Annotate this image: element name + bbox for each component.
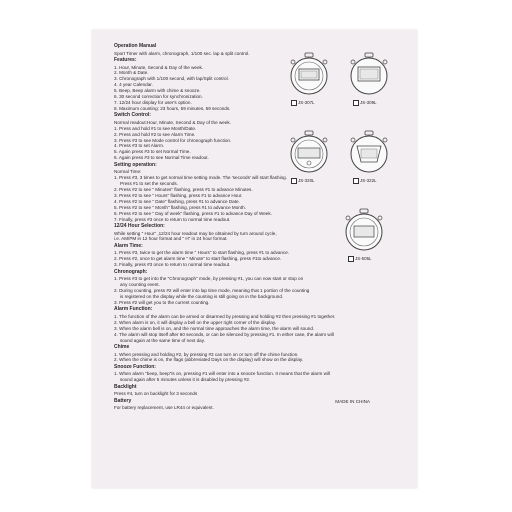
model-label-309l: JS-309L xyxy=(353,100,376,106)
chronograph-section xyxy=(114,270,414,306)
battery-section xyxy=(114,399,414,411)
alarm-time-heading: Alarm Time: xyxy=(114,242,143,249)
chime-item: 2. When the chime is on, the flags (abbreviated Days on the display) will show on the display. xyxy=(114,357,304,363)
checkbox-icon xyxy=(291,178,297,184)
chronograph-item: 2. During counting, press #2 will enter into lap time mode, meaning that 1 portion of the counting xyxy=(114,288,310,294)
hour-selection-line: i.e. AM/PM in 12 hour format and " H" in 24 hour format. xyxy=(114,236,228,242)
chime-heading: Chime xyxy=(114,344,130,350)
feature-item: 5. Beep, Beep alarm with chime & snooze. xyxy=(114,88,201,94)
feature-item: 4. 4 year Calendar. xyxy=(114,82,153,88)
setting-item: 6. Press #2 to see " Day of week" flashing, press #1 to advance Day of Week. xyxy=(114,210,272,216)
switch-control-lead: Normal readout:Hour, Minute, Second & Day of the week. xyxy=(114,119,231,125)
switch-control-heading: Switch Control: xyxy=(114,112,151,119)
alarm-function-item: sound again at the same time of next day. xyxy=(120,337,205,343)
chronograph-item: 1. Press #3 to get into the "Chronograph" mode, by pressing #1, you can now start or stop on xyxy=(114,276,304,282)
alarm-function-item: 1. The function of the alarm can be armed or disarmed by pressing and holding #2 then pressing #1 together. xyxy=(114,313,336,319)
manual-sheet xyxy=(92,30,417,488)
setting-lead: Normal Time: xyxy=(114,169,142,175)
alarm-function-item: 3. When the alarm bell is on, and the normal time approaches the alarm time, the alarm will sound. xyxy=(114,325,315,331)
setting-item: 4. Press #2 to see " Date" flashing, press #1 to advance Date. xyxy=(114,198,240,204)
setting-item: 3. Press #2 to see " Hours" flashing, press #1 to advance Hour. xyxy=(114,192,243,198)
features-heading: Features: xyxy=(114,57,137,63)
switch-item: 2. Press and hold #2 to see Alarm Time. xyxy=(114,131,196,137)
switch-item: 4. Press #3 to set Alarm. xyxy=(114,143,165,149)
feature-item: 2. Month & Date. xyxy=(114,70,149,76)
checkbox-icon xyxy=(353,100,359,106)
alarm-function-item: 4. The alarm will stop itself after 60 seconds, or can be silenced by pressing #1. In either case, the alarm will xyxy=(114,331,334,337)
chronograph-item: 3. Press #2 will get you to the current counting. xyxy=(114,299,210,305)
snooze-item: sound again after 5 minutes unless it is disabled by pressing #2. xyxy=(120,377,251,383)
stopwatch-307l-icon xyxy=(287,52,331,96)
switch-item: 3. Press #3 to see Mode control for chronograph function. xyxy=(114,137,232,143)
alarm-time-item: 3. Finally, press #3 once to return to normal time readout. xyxy=(114,262,231,268)
model-label-307l: JS-307L xyxy=(291,100,314,106)
backlight-line: Press #4, turn on backlight for 3 seconds xyxy=(114,391,198,397)
chime-section xyxy=(114,345,414,363)
setting-item: Press #1 to set the seconds. xyxy=(120,181,178,187)
chronograph-item: is registered on the display while the counting is still going on in the background. xyxy=(120,293,284,299)
feature-item: 3. Chronograph with 1/100 second, with lap/Split control. xyxy=(114,76,229,82)
chronograph-item: any counting event. xyxy=(120,282,160,288)
battery-heading: Battery xyxy=(114,397,132,404)
snooze-item: 1. When alarm "beep, beep"is on, pressing #1 will enter into a snooze function. It means that the alarm will xyxy=(114,371,330,377)
alarm-function-item: 2. When alarm is on, it will display a bell on the upper right corner of the display. xyxy=(114,319,277,325)
manual-title: Operation Manual xyxy=(114,43,157,49)
feature-item: 8. Maximum counting: 23 hours, 59 minutes, 59 seconds. xyxy=(114,105,231,111)
switch-item: 5. Again press #3 to set Normal Time. xyxy=(114,149,191,155)
intro-text: Sport Timer with alarm, chronograph, 1/100 sec. lap & split control. xyxy=(114,50,250,56)
backlight-heading: Backlight xyxy=(114,383,137,390)
made-in-label: MADE IN CHINA xyxy=(335,399,370,405)
setting-operation-heading: Setting operation: xyxy=(114,161,157,168)
chronograph-heading: Chronograph: xyxy=(114,268,148,275)
hour-selection-line: While setting " Hour" ,12/24 hour readout may be obtained by turn around cycle, xyxy=(114,230,277,236)
alarm-function-heading: Alarm Function: xyxy=(114,306,153,313)
alarm-function-section xyxy=(114,307,414,343)
snooze-section xyxy=(114,365,414,383)
model-label-320l: JS-320L xyxy=(291,178,314,184)
backlight-section xyxy=(114,385,414,397)
hour-selection-heading: 12/24 Hour Selection: xyxy=(114,223,165,230)
feature-item: 6. 30 second correction for synchronization. xyxy=(114,94,203,100)
setting-item: 1. Press #3, 3 times to get normal time setting mode. The 'seconds' will start flashing. xyxy=(114,175,287,181)
checkbox-icon xyxy=(353,178,359,184)
feature-item: 1. Hour, Minute, Second & Day of the week. xyxy=(114,64,204,70)
snooze-heading: Snooze Function: xyxy=(114,363,156,370)
stopwatch-505l-icon xyxy=(342,208,386,252)
setting-item: 7. Finally, press #3 once to return to normal time readout. xyxy=(114,216,231,222)
setting-item: 2. Press #2 to see " Minutes" flashing, press #1 to advance Minutes. xyxy=(114,187,253,192)
battery-line: For battery replacement, use LR44 or equivalent. xyxy=(114,405,214,411)
checkbox-icon xyxy=(291,100,297,106)
stopwatch-320l-icon xyxy=(287,130,331,174)
alarm-time-item: 2. Press #2, once to get alarm time " Minute" to start flashing, press #1to advance. xyxy=(114,256,282,262)
switch-item: 1. Press and hold #1 to see Month/Date. xyxy=(114,125,197,131)
checkbox-icon xyxy=(348,256,354,262)
alarm-time-item: 1. Press #3, twice to get the alarm time " Hours" to start flashing, press #1 to advance. xyxy=(114,250,290,256)
chime-item: 1. When pressing and holding #2, by pressing #3 can turn on or turn off the chime function. xyxy=(114,351,299,357)
stopwatch-322l-icon xyxy=(347,130,391,174)
setting-item: 5. Press #2 to see " Month" flashing, press #1 to advance Month. xyxy=(114,204,246,210)
switch-item: 6. Again press #3 to see Normal Time readout. xyxy=(114,155,209,161)
model-label-322l: JS-322L xyxy=(353,178,376,184)
stopwatch-309l-icon xyxy=(347,52,391,96)
model-label-505l: JS-505L xyxy=(348,256,371,262)
feature-item: 7. 12/24 hour display for user's option. xyxy=(114,99,192,105)
